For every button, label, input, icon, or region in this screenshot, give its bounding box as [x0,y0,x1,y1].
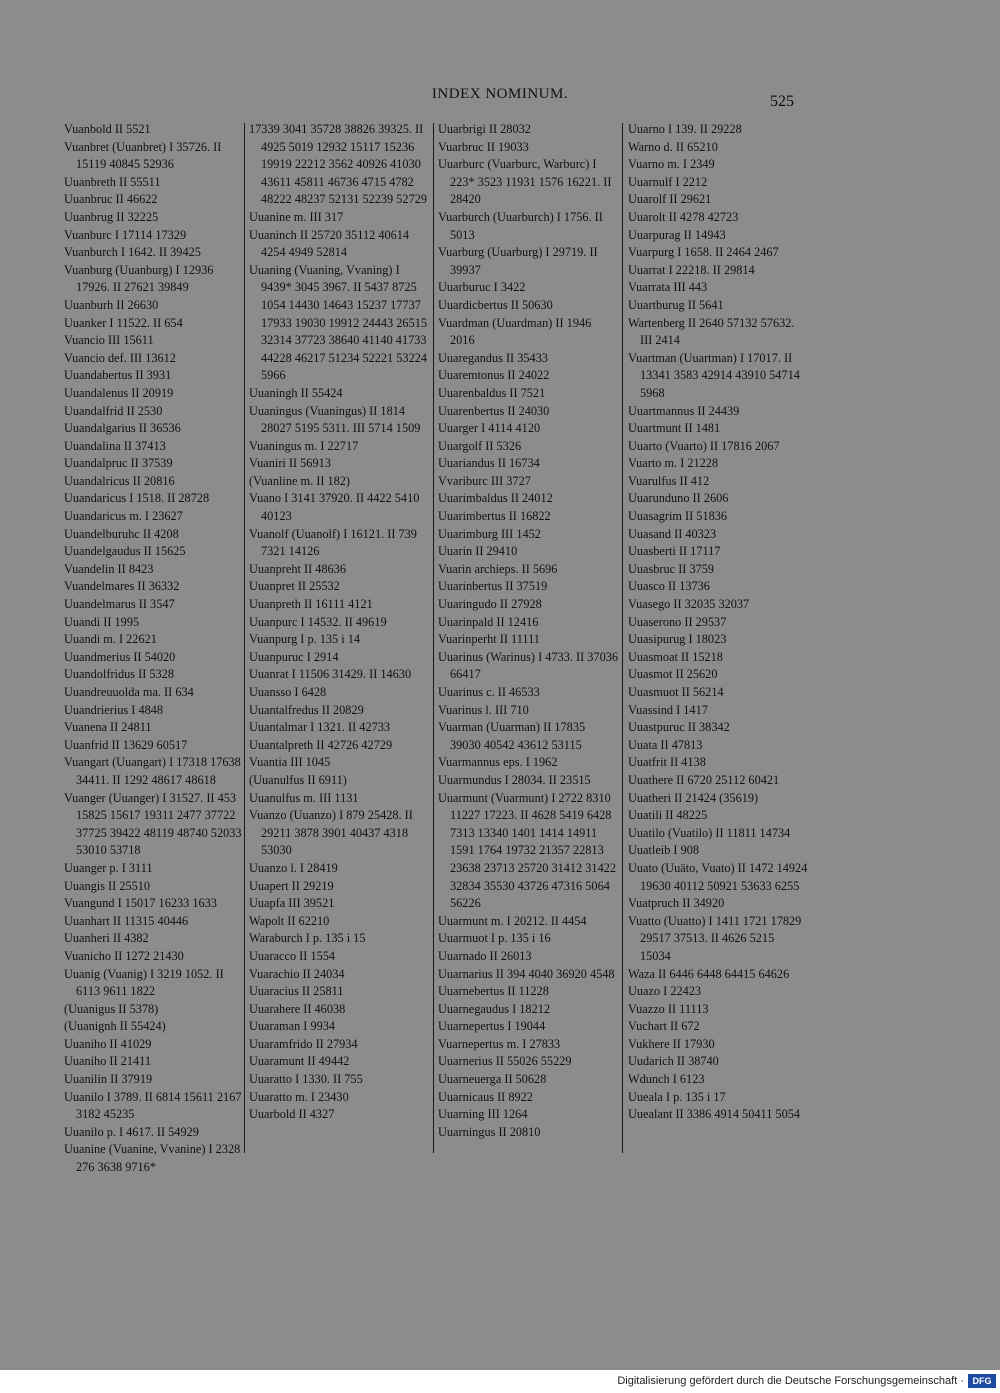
index-entry: Uuasagrim II 51836 [628,509,728,524]
index-entry: Vuanpurg I p. 135 i 14 [249,632,361,647]
index-entry: Uuazo I 22423 [628,984,702,999]
index-entry: Uuanulfus m. III 1131 [249,790,359,805]
index-entry: Uuarimburg III 1452 [438,526,541,541]
column-rule [244,123,245,1153]
index-entry: Uuanpreth II 16111 4121 [249,597,373,612]
index-entry: Vuarachio II 24034 [249,966,345,981]
index-entry: Uuarinpald II 12416 [438,614,539,629]
index-entry: Uuasmuot II 56214 [628,685,724,699]
index-entry: Uuanzo l. I 28419 [249,860,338,875]
index-entry: Uuanpuruc I 2914 [249,649,339,664]
index-entry: (Uuanignh II 55424) [64,1019,166,1034]
index-entry: Uuanilin II 37919 [64,1072,153,1087]
index-entry: Uuarto (Vuarto) II 17816 2067 [628,438,780,453]
index-entry: Wartenberg II 2640 57132 57632. III 2414 [628,315,795,348]
index-entry: Uuatheri II 21424 (35619) [628,790,759,805]
index-entry: Uuasmot II 25620 [628,667,718,682]
index-entry: Vuatpruch II 34920 [628,896,725,911]
index-entry: Uuarinus (Warinus) I 4733. II 37036 66417 [438,649,619,682]
index-entry: Uuandrierius I 4848 [64,702,164,717]
index-entry: Uuaserono II 29537 [628,614,727,629]
index-entry: Uuapfa III 39521 [249,896,335,911]
index-entry: Uuaratto m. I 23430 [249,1089,349,1104]
index-entry: Uuarmunt (Vuarmunt) I 2722 8310 11227 17223. II 4628 5419 6428 7313 13340 1401 1414 14911 1591 1764 19732 21357 22813 23638 23713 25720 31412 31422 32834 35530 43726 47316 5064 56226 [438,790,617,911]
index-entry: Uuantalfredus II 20829 [249,702,364,717]
index-entry: Uuata II 47813 [628,737,703,752]
index-entry: Uuarrat I 22218. II 29814 [628,262,755,277]
index-entry: Uuandalpruc II 37539 [64,456,173,471]
index-entry: Uuatilo (Vuatilo) II 11811 14734 [628,825,791,840]
index-entry: Uuarburuc I 3422 [438,280,526,295]
index-entry: Uuarnerius II 55026 55229 [438,1054,572,1069]
index-entry: Uuaracco II 1554 [249,948,336,963]
index-entry: Vuanger (Uuanger) I 31527. II 453 15825 15617 19311 2477 37722 37725 39422 48119 48740 52033 53010 53718 [64,790,242,858]
index-entry: Uuaning (Vuaning, Vvaning) I 9439* 3045 3967. II 5437 8725 1054 14430 14643 15237 17737 17933 19030 19912 24443 26515 32314 37723 38640 41140 41733 44228 46217 51234 52221 53224 5966 [249,262,428,383]
dfg-logo: DFG [968,1374,996,1388]
index-entry: Waza II 6446 6448 64415 64626 [628,966,790,981]
index-entry: Uuandalina II 37413 [64,438,166,453]
index-entry: Uuanpret II 25532 [249,579,340,594]
index-entry: Uuanine (Vuanine, Vvanine) I 2328 276 3638 9716* [64,1142,241,1175]
index-entry: Vuancio III 15611 [64,333,154,348]
index-entry: Uuaramfrido II 27934 [249,1036,358,1051]
index-entry: Uuarbold II 4327 [249,1107,335,1122]
column-rule [433,123,434,1153]
index-entry: Uuatili II 48225 [628,808,708,823]
index-entry: Uuarnepertus I 19044 [438,1019,546,1034]
index-entry: Uuanburh II 26630 [64,297,159,312]
index-entry: Uuandelburuhc II 4208 [64,526,179,541]
index-entry: Uuarno I 139. II 29228 [628,122,742,136]
index-entry: Vuanena II 24811 [64,720,152,735]
index-entry: Vuarman (Uuarman) II 17835 39030 40542 43612 53115 [438,720,586,752]
index-entry: Uuarnarius II 394 4040 36920 4548 [438,966,615,981]
index-entry: Vuazzo II 11113 [628,1001,709,1016]
index-entry: Uuarningus II 20810 [438,1124,541,1139]
footer-bar [0,1370,1000,1393]
index-entry: 17339 3041 35728 38826 39325. II 4925 5019 12932 15117 15236 19919 22212 3562 40926 41030 43611 45811 46736 4715 4782 48222 48237 52131 52239 52729 [249,122,428,207]
index-entry: Vuchart II 672 [628,1019,700,1034]
index-entry: Vuarburch (Uuarburch) I 1756. II 5013 [438,209,603,242]
index-entry: Uuarmuot I p. 135 i 16 [438,931,551,946]
index-entry: Uuathere II 6720 25112 60421 [628,772,780,787]
page-number: 525 [770,93,794,110]
index-entry: Uuarpurag II 14943 [628,227,726,242]
index-entry: Uuarin II 29410 [438,544,518,559]
index-entry: Uuealant II 3386 4914 50411 5054 [628,1107,801,1122]
index-entry: Uuartburug II 5641 [628,297,724,312]
index-entry: Warno d. II 65210 [628,139,718,154]
index-entry: Uuarnulf I 2212 [628,174,708,189]
index-entry: Uudarich II 38740 [628,1054,719,1069]
index-entry: Uuarmunt m. I 20212. II 4454 [438,913,587,928]
index-entry: Vuarmannus eps. I 1962 [438,755,558,770]
index-entry: Uuandolfridus II 5328 [64,667,174,682]
index-entry: Uuarunduno II 2606 [628,491,729,506]
index-entry: Vuanicho II 1272 21430 [64,948,184,963]
running-header: INDEX NOMINUM. [431,86,569,102]
index-entry: Uuarinus c. II 46533 [438,685,540,699]
index-entry: Uuasberti II 17117 [628,544,721,559]
index-entry: (Vuanline m. II 182) [249,473,351,488]
index-entry: Uuariandus II 16734 [438,456,540,471]
index-entry: Uuandalfrid II 2530 [64,403,163,418]
index-entry: Uuarneuerga II 50628 [438,1072,547,1087]
index-entry: (Uuanulfus II 6911) [249,772,347,787]
index-entry: Uuastpuruc II 38342 [628,720,730,735]
index-entry: Vuarpurg I 1658. II 2464 2467 [628,245,779,260]
index-entry: Uuarger I 4114 4120 [438,421,541,436]
index-entry: Uuanilo p. I 4617. II 54929 [64,1124,199,1139]
index-entry: Uuarnegaudus I 18212 [438,1001,551,1016]
index-entry: Uuanbruc II 46622 [64,192,158,207]
index-entry: Vuanburc I 17114 17329 [64,227,187,242]
index-entry: (Uuanigus II 5378) [64,1001,159,1016]
index-entry: Vuancio def. III 13612 [64,350,176,365]
index-entry: Uuandmerius II 54020 [64,649,176,664]
index-entry: Uuasco II 13736 [628,579,710,594]
index-entry: Vuarrata III 443 [628,280,708,295]
index-entry: Uuarburc (Vuarburc, Warburc) I 223* 3523 11931 1576 16221. II 28420 [438,157,612,207]
index-entry: Uuaringudo II 27928 [438,597,542,612]
index-entry: Uuasipurug I 18023 [628,632,727,647]
index-entry: Vuardman (Uuardman) II 1946 2016 [438,315,592,348]
index-entry: Vuangart (Uuangart) I 17318 17638 34411. II 1292 48617 48618 [64,755,241,787]
index-entry: Uuaratto I 1330. II 755 [249,1072,363,1087]
index-entry: Uuanig (Vuanig) I 3219 1052. II 6113 9611 1822 [64,966,224,999]
index-entry: Uuanpreht II 48636 [249,561,346,576]
index-entry: Uuarenbaldus II 7521 [438,385,546,400]
index-entry: Uuaninch II 25720 35112 40614 4254 4949 52814 [249,227,410,260]
index-entry: Uuarnicaus II 8922 [438,1089,533,1104]
index-entry: Uuansso I 6428 [249,685,327,699]
index-entry: Uuapert II 29219 [249,878,334,893]
index-entry: Uuarenbertus II 24030 [438,403,550,418]
index-entry: Uuantalmar I 1321. II 42733 [249,720,391,735]
index-entry: Uuarahere II 46038 [249,1001,346,1016]
index-entry: Waraburch I p. 135 i 15 [249,931,366,946]
index-entry: Uuanine m. III 317 [249,209,344,224]
index-entry: Vuandelin II 8423 [64,561,154,576]
index-entry: Uuarning III 1264 [438,1107,528,1122]
index-entry: Vuanbold II 5521 [64,122,151,136]
index-entry: Uuaraman I 9934 [249,1019,336,1034]
index-entry: Uuartmannus II 24439 [628,403,740,418]
index-entry: Uuandreuuolda ma. II 634 [64,685,194,699]
index-entry: Vuanburg (Uuanburg) I 12936 17926. II 27621 39849 [64,262,214,295]
index-entry: Vuaningus m. I 22717 [249,438,359,453]
index-entry: Uuandabertus II 3931 [64,368,172,383]
index-entry: Uuanilo I 3789. II 6814 15611 2167 3182 45235 [64,1089,242,1122]
index-column-4 [628,121,808,1124]
index-entry: Vukhere II 17930 [628,1036,715,1051]
index-column-3 [438,121,618,1141]
index-entry: Uuanfrid II 13629 60517 [64,737,188,752]
index-entry: Uuarinbertus II 37519 [438,579,548,594]
index-entry: Uuaniho II 21411 [64,1054,151,1069]
index-entry: Uuandaricus I 1518. II 28728 [64,491,210,506]
index-entry: Uuandelgaudus II 15625 [64,544,186,559]
index-entry: Vuangund I 15017 16233 1633 [64,896,217,911]
index-entry: Wapolt II 62210 [249,913,330,928]
index-entry: Vuanburch I 1642. II 39425 [64,245,201,260]
index-entry: Uuato (Uuäto, Vuato) II 1472 14924 19630 40112 50921 53633 6255 [628,860,808,893]
index-entry: Uuartmunt II 1481 [628,421,721,436]
index-entry: Uuarnebertus II 11228 [438,984,549,999]
index-entry: Uuaningh II 55424 [249,385,343,400]
index-entry: Vuarno m. I 2349 [628,157,715,172]
index-entry: Uuarbrigi II 28032 [438,122,531,136]
index-entry: Uuanker I 11522. II 654 [64,315,183,330]
index-entry: Uuarimbertus II 16822 [438,509,551,524]
index-entry: Uuanbrug II 32225 [64,209,159,224]
index-column-1 [64,121,242,1177]
index-entry: Uuatleib I 908 [628,843,700,858]
index-entry: Uuandalricus II 20816 [64,473,175,488]
index-entry: Vuarnepertus m. I 27833 [438,1036,561,1051]
index-entry: Vuandelmares II 36332 [64,579,180,594]
index-entry: Uuanhart II 11315 40446 [64,913,189,928]
index-entry: Vuarbruc II 19033 [438,139,529,154]
index-entry: Uuandelmarus II 3547 [64,597,175,612]
index-entry: Vuarto m. I 21228 [628,456,719,471]
index-entry: Uuangis II 25510 [64,878,151,893]
index-entry: Uuatfrit II 4138 [628,755,706,770]
index-entry: Uuarolt II 4278 42723 [628,209,739,224]
index-entry: Uuaningus (Vuaningus) II 1814 28027 5195 5311. III 5714 1509 [249,403,421,436]
index-entry: Uuaniho II 41029 [64,1036,152,1051]
index-entry: Vuartman (Uuartman) I 17017. II 13341 3583 42914 43910 54714 5968 [628,350,800,400]
index-entry: Uuardicbertus II 50630 [438,297,553,312]
index-entry: Uuarmundus I 28034. II 23515 [438,772,591,787]
index-entry: Uuanpurc I 14532. II 49619 [249,614,387,629]
index-entry: Uuantalpreth II 42726 42729 [249,737,393,752]
index-entry: Uuanheri II 4382 [64,931,149,946]
index-entry: Vuantia III 1045 [249,755,331,770]
index-entry: Uuarolf II 29621 [628,192,712,207]
index-entry: Vuanolf (Uuanolf) I 16121. II 739 7321 14126 [249,526,417,559]
index-entry: Vuanzo (Uuanzo) I 879 25428. II 29211 3878 3901 40437 4318 53030 [249,808,413,858]
index-entry: Uuasand II 40323 [628,526,717,541]
index-entry: Uuanger p. I 3111 [64,860,153,875]
index-entry: Uuaregandus II 35433 [438,350,548,365]
index-entry: Vuanbret (Uuanbret) I 35726. II 15119 40845 52936 [64,139,222,172]
funding-notice: Digitalisierung gefördert durch die Deutsche Forschungsgemeinschaft · [617,1375,964,1387]
index-entry: Uueala I p. 135 i 17 [628,1089,726,1104]
index-entry: Vuarburg (Uuarburg) I 29719. II 39937 [438,245,598,277]
index-entry: Vuarinus l. III 710 [438,702,529,717]
index-entry: Uuaremtonus II 24022 [438,368,550,383]
index-entry: Vuarin archieps. II 5696 [438,561,558,576]
index-entry: Uuandaricus m. I 23627 [64,509,183,524]
index-entry: Vvariburc III 3727 [438,473,531,488]
column-rule [622,123,623,1153]
index-entry: Uuaramunt II 49442 [249,1054,350,1069]
index-entry: Vuano I 3141 37920. II 4422 5410 40123 [249,491,420,524]
index-entry: Vuarulfus II 412 [628,473,710,488]
index-entry: Vuatto (Uuatto) I 1411 1721 17829 29517 37513. II 4626 5215 15034 [628,913,802,963]
index-entry: Vuaniri II 56913 [249,456,331,471]
index-entry: Uuanbreth II 55511 [64,174,161,189]
index-entry: Uuargolf II 5326 [438,438,522,453]
index-entry: Uuandalgarius II 36536 [64,421,181,436]
index-entry: Uuasmoat II 15218 [628,649,723,664]
index-entry: Vuassind I 1417 [628,702,708,717]
index-column-2 [249,121,429,1124]
index-entry: Vuasego II 32035 32037 [628,597,750,612]
index-entry: Uuandi II 1995 [64,614,140,629]
index-entry: Uuarnado II 26013 [438,948,532,963]
index-entry: Uuasbruc II 3759 [628,561,715,576]
index-entry: Vuarinperht II 11111 [438,632,540,647]
index-entry: Uuandi m. I 22621 [64,632,157,647]
index-entry: Uuaracius II 25811 [249,984,344,999]
index-entry: Uuanrat I 11506 31429. II 14630 [249,667,412,682]
index-entry: Uuarimbaldus II 24012 [438,491,553,506]
index-entry: Uuandalenus II 20919 [64,385,174,400]
index-entry: Wdunch I 6123 [628,1072,705,1087]
